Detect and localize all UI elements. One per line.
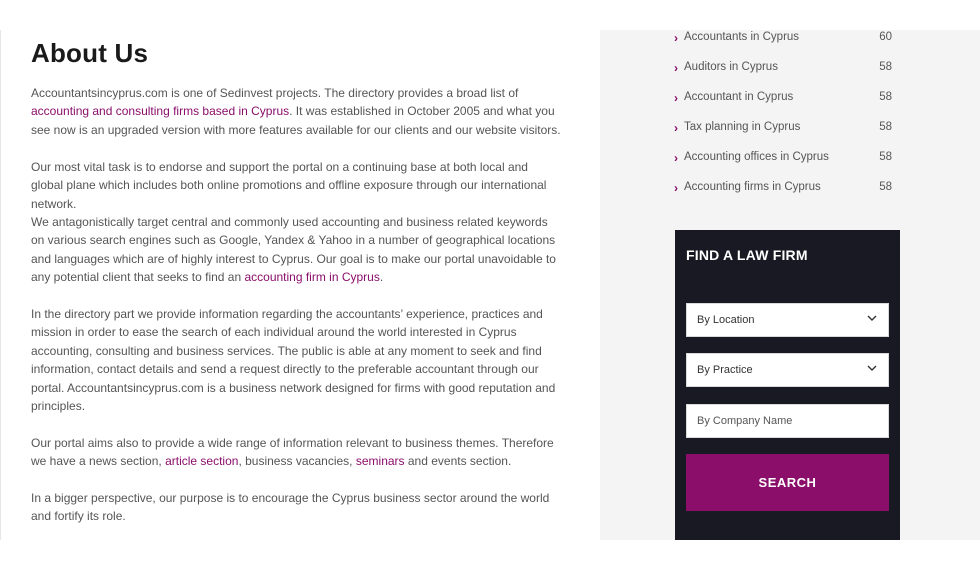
directory-paragraph: In the directory part we provide information regarding the accountants’ experience, practices and mission in order to ease the search of each individual around the world interested in Cyprus accounting, consulting and business services. The public is able at any moment to seek and find information, contact details and send a request directly to the preferable accountant through our portal. Accountantsincyprus.com is a business network designed for firms with good reputation and principles. [31, 307, 556, 414]
portal-text-middle: , business vacancies, [238, 454, 356, 469]
accounting-firms-link[interactable]: accounting and consulting firms based in Cyprus [31, 104, 290, 119]
portal-text-start: Our portal aims also to provide a wide range of information relevant to business themes. Therefore we have a news section, [31, 436, 554, 469]
chevron-right-icon: › [674, 91, 678, 105]
category-count: 58 [879, 181, 892, 193]
category-label: Accountant in Cyprus [684, 91, 794, 103]
accounting-firm-link[interactable]: accounting firm in Cyprus [244, 270, 380, 285]
location-select-value: By Location [697, 314, 755, 326]
portal-text-end: and events section. [404, 454, 512, 469]
category-label: Auditors in Cyprus [684, 61, 778, 73]
intro-paragraph [31, 84, 561, 139]
chevron-down-icon [866, 362, 878, 374]
category-item[interactable] [674, 30, 892, 48]
find-law-firm-widget [675, 230, 900, 540]
category-count: 58 [879, 151, 892, 163]
keywords-paragraph [31, 213, 561, 287]
chevron-right-icon: › [674, 121, 678, 135]
category-label: Accounting offices in Cyprus [684, 151, 829, 163]
chevron-right-icon: › [674, 181, 678, 195]
chevron-right-icon: › [674, 31, 678, 45]
search-button[interactable]: SEARCH [686, 454, 889, 511]
chevron-right-icon: › [674, 61, 678, 75]
category-label: Accountants in Cyprus [684, 31, 800, 43]
practice-select-value: By Practice [697, 364, 753, 376]
purpose-paragraph: In a bigger perspective, our purpose is to encourage the Cyprus business sector around the world and fortify its role. [31, 491, 550, 524]
company-name-field-wrapper [686, 404, 889, 438]
intro-text-start: Accountantsincyprus.com is one of Sedinvest projects. The directory provides a broad list of [31, 86, 519, 100]
category-count: 58 [879, 121, 892, 133]
article-section-link[interactable]: article section [165, 454, 239, 469]
widget-title: FIND A LAW FIRM [686, 247, 808, 263]
main-content [0, 30, 601, 540]
category-count: 60 [879, 31, 892, 43]
category-label: Accounting firms in Cyprus [684, 181, 821, 193]
practice-select[interactable] [686, 353, 889, 387]
category-item[interactable] [674, 150, 892, 168]
category-item[interactable] [674, 60, 892, 78]
page-title: About Us [31, 38, 149, 68]
intro-text-end: . It was established in October 2005 and what you see now is an upgraded version with more features available for our clients and our website visitors. [31, 104, 561, 137]
category-count: 58 [879, 61, 892, 73]
portal-paragraph [31, 434, 561, 471]
category-label: Tax planning in Cyprus [684, 121, 801, 133]
keywords-text-start: We antagonistically target central and commonly used accounting and business related keywords on various search engines such as Google, Yandex & Yahoo in a number of geographical locations and languages which are of highly interest to Cyprus. Our goal is to make our portal unavoidable to any potential client that seeks to find an [31, 215, 556, 285]
category-count: 58 [879, 91, 892, 103]
task-paragraph: Our most vital task is to endorse and support the portal on a continuing base at both local and global plane which includes both online promotions and offline exposure through our international network. [31, 160, 547, 211]
chevron-right-icon: › [674, 151, 678, 165]
seminars-link[interactable]: seminars [355, 454, 405, 469]
category-item[interactable] [674, 90, 892, 108]
company-name-field[interactable] [687, 405, 888, 437]
keywords-text-end: . [379, 270, 384, 285]
category-item[interactable] [674, 120, 892, 138]
category-item[interactable] [674, 180, 892, 198]
location-select[interactable] [686, 303, 889, 337]
chevron-down-icon [866, 312, 878, 324]
